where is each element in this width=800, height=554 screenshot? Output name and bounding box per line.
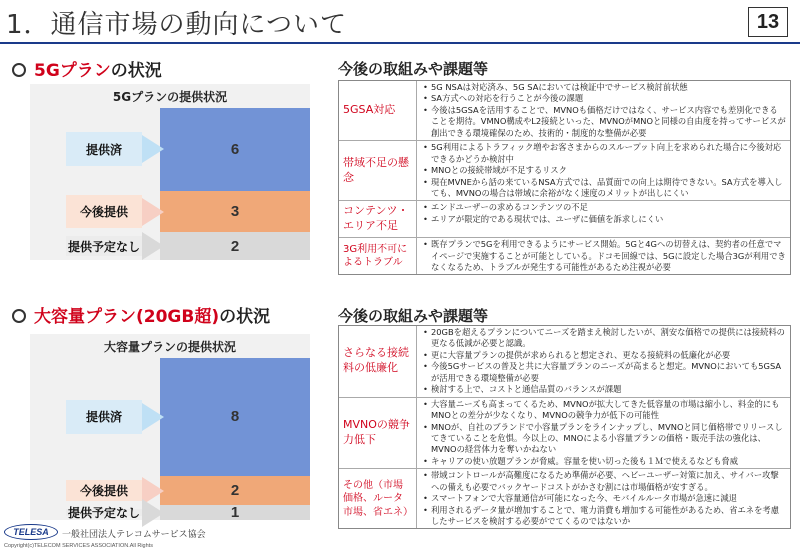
bar-segment-1: 6 bbox=[160, 108, 310, 191]
issues-heading-large-capacity: 今後の取組みや課題等 bbox=[338, 307, 489, 325]
issue-row bbox=[339, 141, 790, 201]
bar-segment-2: 3 bbox=[160, 191, 310, 232]
category-label: 提供予定なし bbox=[67, 239, 140, 254]
slide-title: 1．通信市場の動向について bbox=[6, 10, 348, 40]
section-large-capacity-heading: 大容量プラン(20GB超)の状況 bbox=[12, 302, 270, 327]
category-callout-2 bbox=[66, 480, 142, 501]
issue-bullet-list bbox=[417, 141, 790, 200]
circle-bullet-icon bbox=[12, 63, 26, 77]
chart-title: 5Gプランの提供状況 bbox=[112, 90, 228, 104]
bar-segment-2: 2 bbox=[160, 476, 310, 505]
issue-bullet-list bbox=[417, 398, 790, 469]
category-callout-2 bbox=[66, 195, 142, 228]
category-callout-1 bbox=[66, 400, 142, 434]
title-divider bbox=[0, 42, 800, 44]
issue-bullet-item: • エンドユーザーの求めるコンテンツの不足 bbox=[423, 202, 786, 213]
issue-row bbox=[339, 201, 790, 238]
issue-bullet-list bbox=[417, 81, 790, 140]
issue-bullet-item: • 利用されるデータ量が増加することで、電力消費も増加する可能性があるため、省エネを考慮したサービスを検討する必要がでてくるのではないか bbox=[423, 505, 786, 528]
issue-category-label: 帯域不足の懸念 bbox=[339, 141, 417, 200]
organization-name: 一般社団法人テレコムサービス協会 bbox=[62, 530, 206, 540]
callout-arrow-icon bbox=[142, 198, 164, 226]
chart-large-capacity-plan-status bbox=[30, 334, 310, 520]
issue-row bbox=[339, 81, 790, 141]
issue-bullet-list bbox=[417, 201, 790, 237]
issue-row bbox=[339, 238, 790, 274]
category-callout-3 bbox=[66, 236, 142, 256]
bar-segment-1: 8 bbox=[160, 358, 310, 476]
callout-arrow-icon bbox=[142, 403, 164, 431]
section-5g-heading: 5Gプランの状況 bbox=[12, 56, 162, 81]
issue-bullet-item: • 今後5Gサービスの普及と共に大容量プランのニーズが高まると想定。MVNOにおいても5GSAが活用できる環境整備が必要 bbox=[423, 361, 786, 384]
chart-title: 大容量プランの提供状況 bbox=[103, 340, 236, 354]
issue-bullet-item: • 5G利用によるトラフィック増やお客さまからのスループット向上を求められた場合に今後対応できるかどうか検討中 bbox=[423, 142, 786, 165]
bar-segment-3: 2 bbox=[160, 232, 310, 260]
issue-row bbox=[339, 398, 790, 470]
issue-category-label: コンテンツ・エリア不足 bbox=[339, 201, 417, 237]
issues-table-5g bbox=[338, 80, 791, 275]
category-callout-3 bbox=[66, 506, 142, 521]
issue-category-label: 5GSA対応 bbox=[339, 81, 417, 140]
callout-arrow-icon bbox=[142, 499, 164, 527]
copyright-notice: Copyright(c)TELECOM SERVICES ASSOCIATION.All Rights bbox=[4, 543, 153, 549]
chart-5g-plan-status bbox=[30, 84, 310, 260]
issue-bullet-list bbox=[417, 469, 790, 528]
telesa-logo: TELESA bbox=[4, 524, 58, 540]
issue-category-label: その他（市場価格、ルータ市場、省エネ） bbox=[339, 469, 417, 528]
issue-bullet-item: • 更に大容量プランの提供が求められると想定され、更なる接続料の低廉化が必要 bbox=[423, 350, 786, 361]
issue-category-label: MVNOの競争力低下 bbox=[339, 398, 417, 469]
issue-bullet-item: • 既存プランで5Gを利用できるようにサービス開始。5Gと4Gへの切替えは、契約者の任意でマイページで実施することが可能としている。ドコモ回線では、5Gに設定した場合3Gが利用できなくなるため、トラブルが発生する可能性があるため注視が必要 bbox=[423, 239, 786, 273]
issue-bullet-item: • 今後は5GSAを活用することで、MVNOも価格だけではなく、サービス内容でも差別化できることを期待。VMNO構成やL2接続といった、MVNOがMNOと同様の自由度を持ってサービスが創出できる環境確保のため、技術的・制度的な整備が必要 bbox=[423, 105, 786, 139]
issue-category-label: さらなる接続料の低廉化 bbox=[339, 326, 417, 397]
category-label: 提供済 bbox=[85, 142, 122, 157]
callout-arrow-icon bbox=[142, 232, 164, 260]
issue-bullet-item: • 5G NSAは対応済み、5G SAにおいては検証中でサービス検討前状態 bbox=[423, 82, 786, 93]
issue-bullet-item: • MNOが、自社のブランドで小容量プランをラインナップし、MVNOと同じ価格帯でリリースしてきていることを危惧。今以上の、MNOによる小容量プランの価格・販売手法の強化は、MVNOの経営体力を奪いかねない bbox=[423, 422, 786, 456]
category-label: 今後提供 bbox=[79, 484, 128, 499]
issue-row bbox=[339, 469, 790, 528]
issues-heading-5g: 今後の取組みや課題等 bbox=[338, 60, 489, 78]
category-label: 今後提供 bbox=[79, 205, 128, 220]
callout-arrow-icon bbox=[142, 135, 164, 163]
issue-bullet-item: • エリアが限定的である現状では、ユーザに価値を訴求しにくい bbox=[423, 214, 786, 225]
issue-bullet-item: • 大容量ニーズも高まってくるため、MVNOが拡大してきた低容量の市場は縮小し、料金的にもMNOとの差分が少なくなり、MVNOの競争力が低下の可能性 bbox=[423, 399, 786, 422]
bar-segment-3: 1 bbox=[160, 505, 310, 520]
circle-bullet-icon bbox=[12, 309, 26, 323]
issue-bullet-item: • 現在MVNEから話の来ているNSA方式では、品質面での向上は期待できない。SA方式を導入しても、MVNOの場合は帯域に余裕がなく速度のメリットが出しにくい bbox=[423, 177, 786, 200]
category-label: 提供予定なし bbox=[67, 506, 140, 521]
issue-bullet-item: • 検討する上で、コストと通信品質のバランスが課題 bbox=[423, 384, 786, 395]
page-number: 13 bbox=[748, 7, 788, 37]
issue-bullet-list bbox=[417, 238, 790, 274]
issue-bullet-item: • 20GBを超えるプランについてニーズを踏まえ検討したいが、割安な価格での提供には接続料の更なる低減が必要と認識。 bbox=[423, 327, 786, 350]
category-label: 提供済 bbox=[85, 410, 122, 425]
issue-row bbox=[339, 326, 790, 398]
category-callout-1 bbox=[66, 132, 142, 166]
issue-bullet-item: • 帯域コントロールが高難度になるため準備が必要、ヘビーユーザー対策に加え、サイバー攻撃への備えも必要でバックヤードコストがかさむ割には市場価格が安すぎる。 bbox=[423, 470, 786, 493]
issue-bullet-item: • キャリアの使い放題プランが脅威。容量を使い切った後も１Ｍで使えるなども脅威 bbox=[423, 456, 786, 467]
issues-table-large-capacity bbox=[338, 325, 791, 529]
issue-bullet-item: • MNOとの接続帯域が不足するリスク bbox=[423, 165, 786, 176]
issue-bullet-item: • スマートフォンで大容量通信が可能になった今、モバイルルータ市場が急速に減退 bbox=[423, 493, 786, 504]
issue-bullet-item: • SA方式への対応を行うことが今後の課題 bbox=[423, 93, 786, 104]
issue-category-label: 3G利用不可によるトラブル bbox=[339, 238, 417, 274]
issue-bullet-list bbox=[417, 326, 790, 397]
